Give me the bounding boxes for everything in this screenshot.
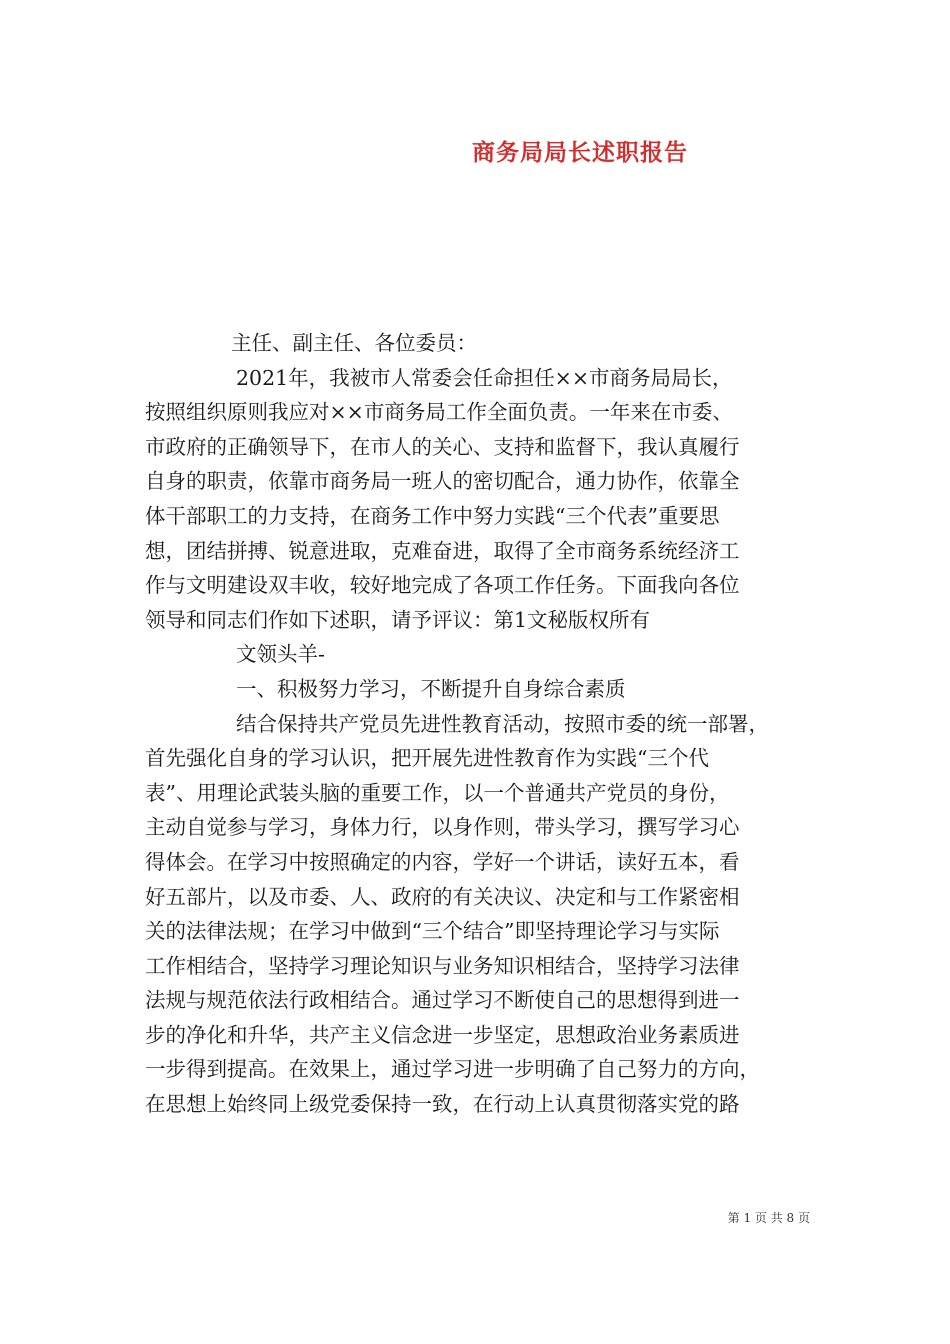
paragraph-line: 步的净化和升华，共产主义信念进一步坚定，思想政治业务素质进 bbox=[145, 1022, 740, 1047]
paragraph-line: 文领头羊- bbox=[236, 642, 325, 667]
paragraph-line: 表”、用理论武装头脑的重要工作，以一个普通共产党员的身份， bbox=[145, 780, 730, 805]
section-heading: 一、积极努力学习，不断提升自身综合素质 bbox=[236, 676, 626, 701]
paragraph-line: 领导和同志们作如下述职，请予评议：第1文秘版权所有 bbox=[145, 607, 651, 632]
paragraph-line: 好五部片，以及市委、人、政府的有关决议、决定和与工作紧密相 bbox=[145, 884, 740, 909]
paragraph-line: 主动自觉参与学习，身体力行，以身作则，带头学习，撰写学习心 bbox=[145, 815, 740, 840]
document-title: 商务局局长述职报告 bbox=[472, 139, 688, 166]
paragraph-line: 想，团结拼搏、锐意进取，克难奋进，取得了全市商务系统经济工 bbox=[145, 538, 740, 563]
paragraph-line: 一步得到提高。在效果上，通过学习进一步明确了自己努力的方向， bbox=[145, 1057, 760, 1082]
paragraph-line: 法规与规范依法行政相结合。通过学习不断使自己的思想得到进一 bbox=[145, 988, 740, 1013]
document-body bbox=[145, 326, 815, 1122]
paragraph-line: 体干部职工的力支持，在商务工作中努力实践“三个代表”重要思 bbox=[145, 503, 720, 528]
paragraph-line: 市政府的正确领导下，在市人的关心、支持和监督下，我认真履行 bbox=[145, 434, 740, 459]
paragraph-line: 自身的职责，依靠市商务局一班人的密切配合，通力协作，依靠全 bbox=[145, 469, 740, 494]
salutation-line: 主任、副主任、各位委员： bbox=[231, 331, 477, 355]
paragraph-line: 在思想上始终同上级党委保持一致，在行动上认真贯彻落实党的路 bbox=[145, 1092, 740, 1117]
paragraph-line: 首先强化自身的学习认识，把开展先进性教育作为实践“三个代 bbox=[145, 746, 709, 771]
paragraph-line: 结合保持共产党员先进性教育活动，按照市委的统一部署， bbox=[236, 711, 769, 736]
paragraph-line: 2021年，我被市人常委会任命担任××市商务局局长， bbox=[236, 365, 733, 390]
paragraph-line: 按照组织原则我应对××市商务局工作全面负责。一年来在市委、 bbox=[145, 400, 733, 425]
page-number: 第 1 页 共 8 页 bbox=[727, 1211, 810, 1225]
paragraph-line: 得体会。在学习中按照确定的内容，学好一个讲话，读好五本，看 bbox=[145, 849, 740, 874]
paragraph-line: 作与文明建设双丰收，较好地完成了各项工作任务。下面我向各位 bbox=[145, 573, 740, 598]
paragraph-line: 工作相结合，坚持学习理论知识与业务知识相结合，坚持学习法律 bbox=[145, 953, 740, 978]
paragraph-line: 关的法律法规；在学习中做到“三个结合”即坚持理论学习与实际 bbox=[145, 919, 720, 944]
